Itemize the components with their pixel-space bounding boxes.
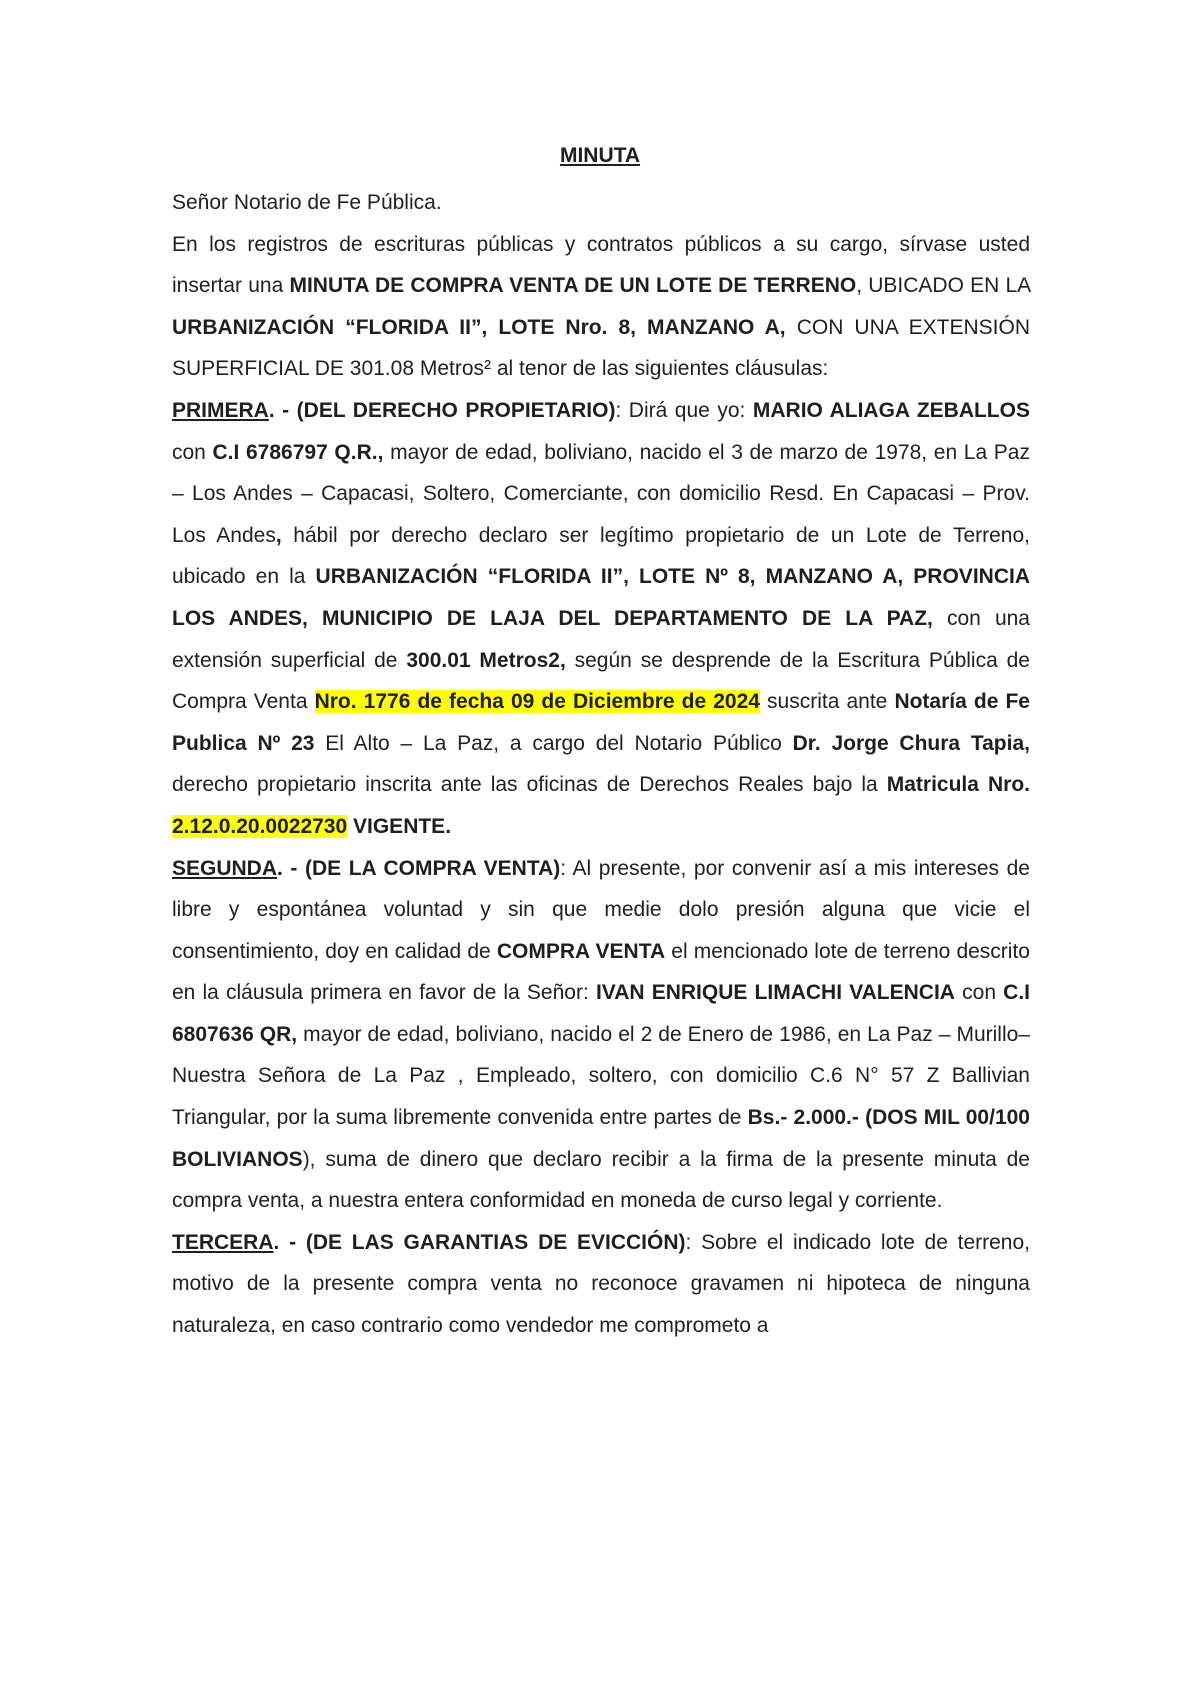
- clause-segunda-heading: SEGUNDA: [172, 856, 278, 880]
- segunda-text-5: ), suma de dinero que declaro recibir a la firma de la presente minuta de compra venta, a nuestra entera conformidad en moneda de curso legal y corriente.: [172, 1147, 1030, 1213]
- document-title: MINUTA: [559, 144, 641, 167]
- deed-number-highlight: Nro. 1776 de fecha 09 de Diciembre de 2024: [314, 690, 760, 714]
- intro-text-2: , UBICADO EN LA: [856, 274, 1030, 298]
- sale-price: Bs.- 2.000.- (DOS MIL 00/100 BOLIVIANOS: [172, 1106, 1030, 1171]
- primera-text-8: El Alto – La Paz, a cargo del Notario Público: [314, 731, 793, 755]
- registration-number-highlight: 2.12.0.20.0022730: [172, 814, 348, 838]
- primera-text-7: suscrita ante: [759, 690, 895, 714]
- salutation: Señor Notario de Fe Pública.: [172, 191, 442, 214]
- segunda-text-1: : Al presente, por convenir así a mis intereses de libre y espontánea voluntad y sin que medie dolo presión alguna que vicie el consentimiento, doy en calidad de: [172, 856, 1030, 963]
- clause-primera: [172, 390, 1030, 848]
- segunda-text-4: mayor de edad, boliviano, nacido el 2 de Enero de 1986, en La Paz – Murillo– Nuestra Señora de La Paz , Empleado, soltero, con domicilio C.6 N° 57 Z Ballivian Triangular, por la suma libremente convenida entre partes de: [172, 1022, 1030, 1130]
- intro-text-3: CON UNA EXTENSIÓN SUPERFICIAL DE 301.08 Metros² al tenor de las siguientes cláusulas:: [172, 315, 1031, 381]
- clause-primera-heading-rest: . - (DEL DERECHO PROPIETARIO): [268, 398, 616, 422]
- buyer-id: C.I 6807636 QR,: [172, 981, 1030, 1046]
- primera-text-6: según se desprende de la Escritura Pública de Compra Venta: [172, 648, 1030, 714]
- seller-name: MARIO ALIAGA ZEBALLOS: [752, 398, 1030, 422]
- registration-status: VIGENTE.: [347, 814, 452, 838]
- primera-text-4: hábil por derecho declaro ser legítimo propietario de un Lote de Terreno, ubicado en la: [172, 523, 1030, 589]
- primera-text-3: mayor de edad, boliviano, nacido el 3 de marzo de 1978, en La Paz – Los Andes – Capacasi, Soltero, Comerciante, con domicilio Resd. En Capacasi – Prov. Los Andes: [172, 440, 1030, 547]
- intro-text-1: En los registros de escrituras públicas y contratos públicos a su cargo, sírvase usted insertar una: [172, 232, 1030, 298]
- intro-bold-location: URBANIZACIÓN “FLORIDA II”, LOTE Nro. 8, MANZANO A,: [172, 315, 786, 339]
- registration-label: Matricula Nro.: [886, 773, 1030, 797]
- clause-tercera-heading: TERCERA: [172, 1230, 274, 1254]
- primera-text-5: con una extensión superficial de: [172, 606, 1030, 672]
- property-location: URBANIZACIÓN “FLORIDA II”, LOTE Nº 8, MANZANO A, PROVINCIA LOS ANDES, MUNICIPIO DE LAJA DEL DEPARTAMENTO DE LA PAZ,: [172, 565, 1030, 630]
- tercera-text-1: : Sobre el indicado lote de terreno, motivo de la presente compra venta no reconoce gravamen ni hipoteca de ninguna naturaleza, en caso contrario como vendedor me comprometo a: [172, 1230, 1031, 1338]
- primera-text-9: derecho propietario inscrita ante las oficinas de Derechos Reales bajo la: [172, 773, 887, 797]
- notary-name: Dr. Jorge Chura Tapia,: [792, 731, 1030, 755]
- primera-bold-comma: ,: [275, 523, 282, 547]
- clause-tercera: [172, 1222, 1030, 1347]
- intro-bold-contract-type: MINUTA DE COMPRA VENTA DE UN LOTE DE TERRENO: [289, 274, 857, 298]
- property-area: 300.01 Metros2,: [406, 648, 566, 672]
- buyer-name: IVAN ENRIQUE LIMACHI VALENCIA: [595, 981, 955, 1005]
- segunda-text-2: el mencionado lote de terreno descrito en la cláusula primera en favor de la Señor:: [172, 939, 1030, 1005]
- clause-segunda-heading-rest: . - (DE LA COMPRA VENTA): [277, 856, 561, 880]
- clause-primera-heading: PRIMERA: [172, 398, 269, 422]
- sale-type: COMPRA VENTA: [496, 939, 666, 963]
- primera-text-2: con: [172, 440, 213, 464]
- intro-paragraph: [172, 224, 1030, 390]
- primera-text-1: : Dirá que yo:: [615, 398, 753, 422]
- segunda-text-3: con: [954, 981, 1004, 1005]
- document-body: [172, 182, 1030, 1347]
- clause-segunda: [172, 848, 1030, 1222]
- seller-id: C.I 6786797 Q.R.,: [212, 440, 384, 464]
- clause-tercera-heading-rest: . - (DE LAS GARANTIAS DE EVICCIÓN): [273, 1230, 686, 1254]
- notary-office: Notaría de Fe Publica Nº 23: [172, 690, 1030, 755]
